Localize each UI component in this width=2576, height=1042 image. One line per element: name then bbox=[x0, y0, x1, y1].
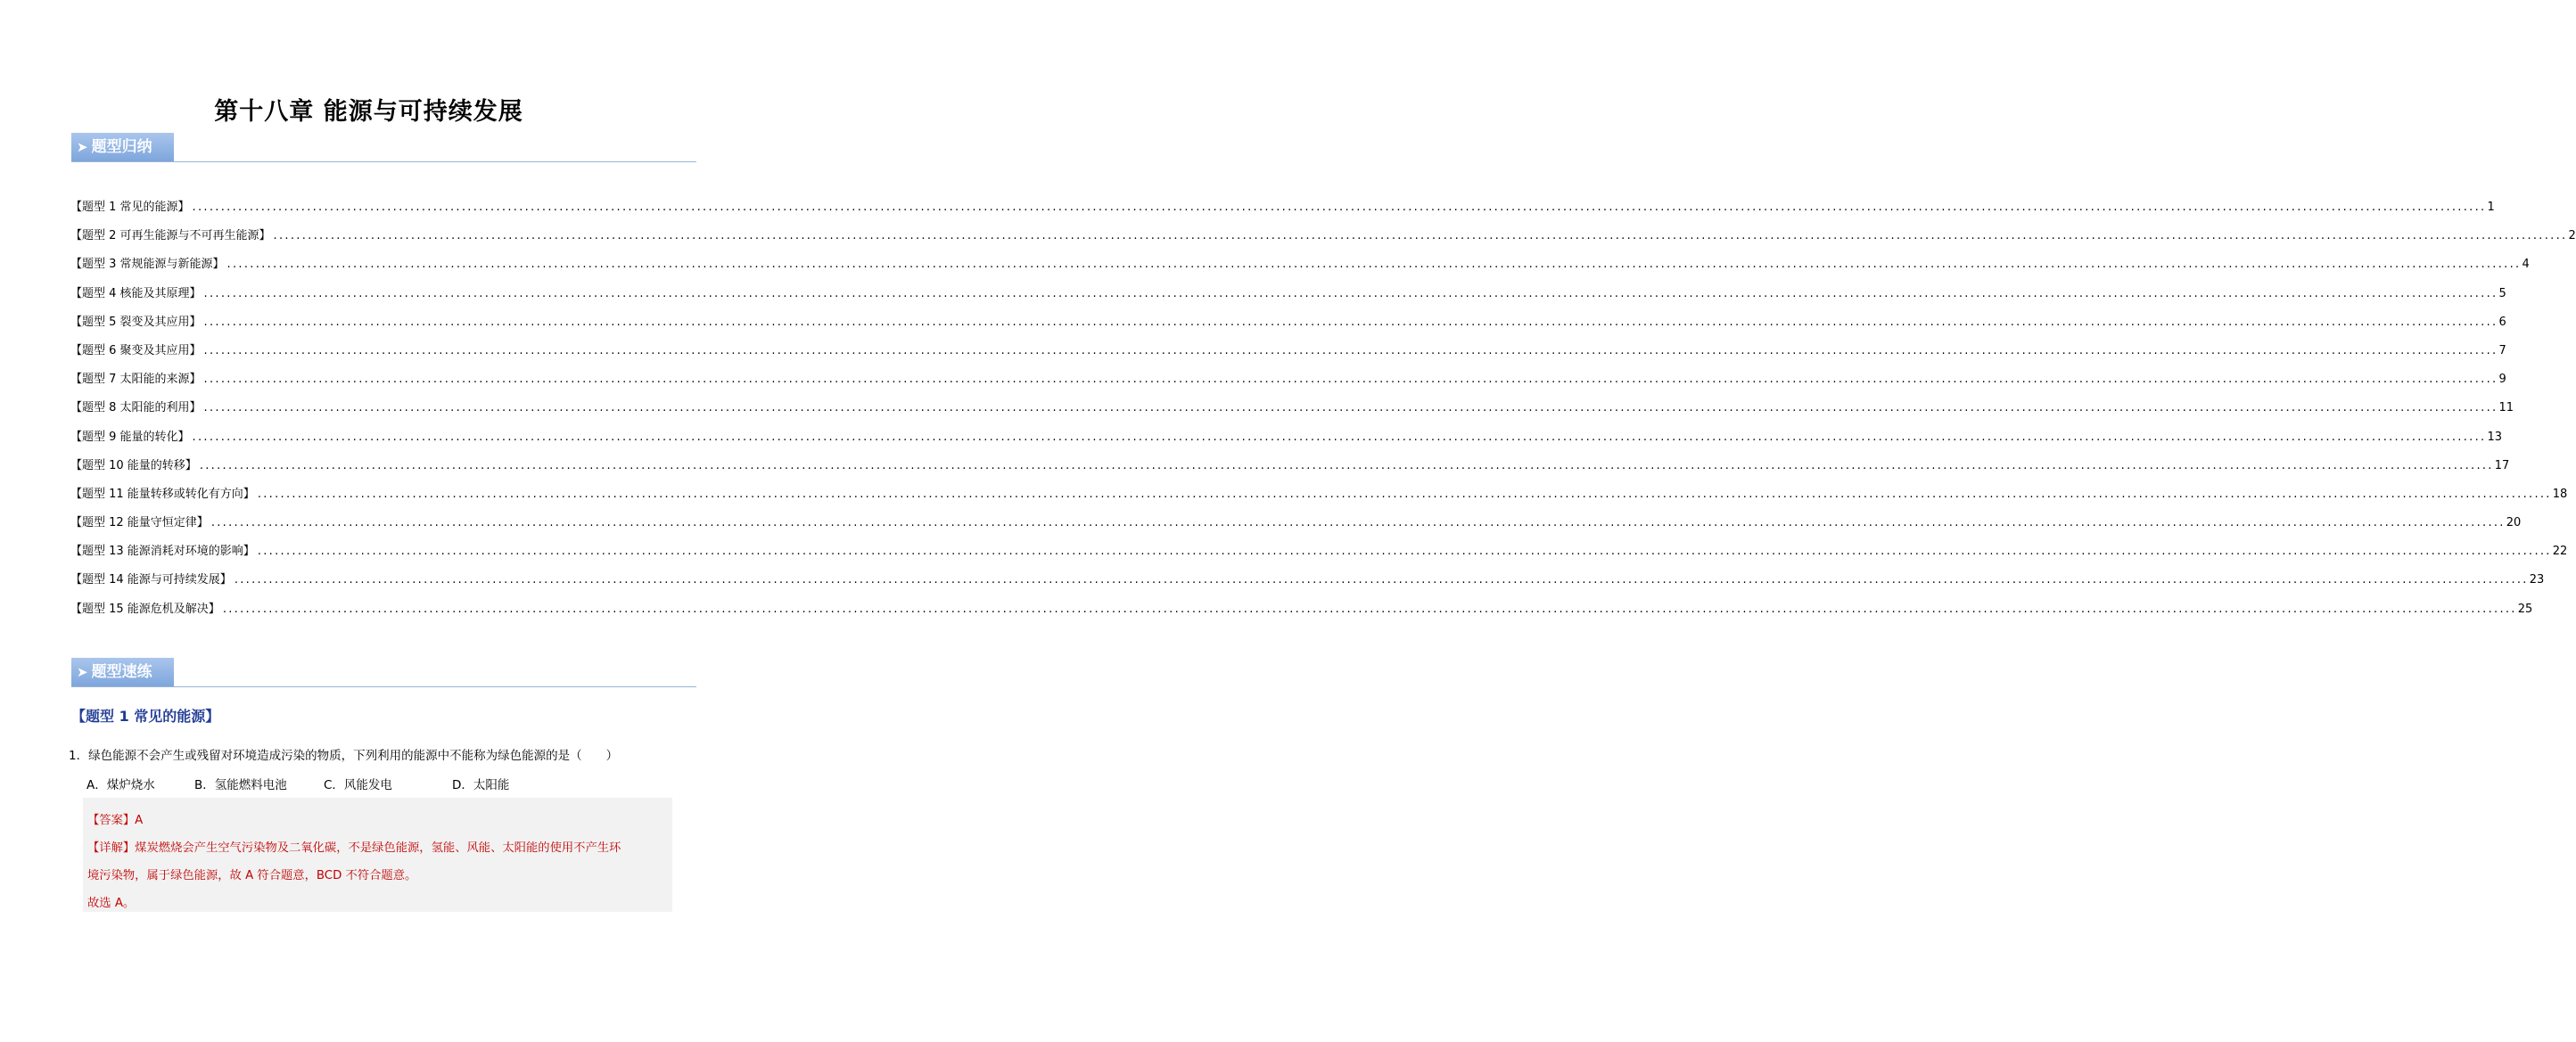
toc-item-page: 4 bbox=[2522, 258, 2530, 272]
toc-item-label: 【题型 15 能源危机及解决】 bbox=[70, 602, 220, 616]
answer-line: 【答案】A bbox=[87, 814, 144, 827]
dot-leader: ................................................................................................................................................................................................................................................................................................................................................................................................................ bbox=[192, 430, 2487, 444]
table-of-contents bbox=[70, 197, 2576, 628]
detail-line: 【详解】煤炭燃烧会产生空气污染物及二氧化碳，不是绿色能源，氢能、风能、太阳能的使用不产生环 bbox=[87, 841, 621, 855]
dot-leader: ................................................................................................................................................................................................................................................................................................................................................................................................................ bbox=[203, 286, 2498, 300]
toc-item-label: 【题型 4 核能及其原理】 bbox=[70, 286, 202, 300]
toc-item[interactable] bbox=[70, 226, 2576, 254]
toc-item-page: 5 bbox=[2498, 286, 2506, 300]
toc-item[interactable] bbox=[70, 312, 2506, 340]
toc-item-page: 25 bbox=[2517, 602, 2533, 616]
conclusion-line: 故选 A。 bbox=[87, 897, 136, 910]
page-title: 第十八章 能源与可持续发展 bbox=[214, 98, 523, 126]
toc-item-label: 【题型 7 太阳能的来源】 bbox=[70, 373, 202, 387]
dot-leader: ................................................................................................................................................................................................................................................................................................................................................................................................................ bbox=[192, 201, 2487, 214]
dot-leader: ................................................................................................................................................................................................................................................................................................................................................................................................................ bbox=[199, 458, 2494, 472]
dot-leader: ................................................................................................................................................................................................................................................................................................................................................................................................................ bbox=[210, 516, 2506, 530]
toc-item[interactable] bbox=[70, 427, 2503, 455]
option-c: C．风能发电 bbox=[324, 778, 392, 792]
question-type-heading: 【题型 1 常见的能源】 bbox=[71, 708, 220, 725]
toc-item-page: 22 bbox=[2552, 545, 2568, 559]
section-header-practice bbox=[71, 658, 696, 687]
section-tab-label: 题型归纳 bbox=[91, 138, 152, 156]
toc-item-page: 20 bbox=[2506, 516, 2522, 530]
toc-item-label: 【题型 11 能量转移或转化有方向】 bbox=[70, 487, 255, 501]
dot-leader: ................................................................................................................................................................................................................................................................................................................................................................................................................ bbox=[226, 258, 2522, 272]
toc-item-label: 【题型 10 能量的转移】 bbox=[70, 458, 197, 472]
toc-item-label: 【题型 5 裂变及其应用】 bbox=[70, 315, 202, 329]
section-tab-practice bbox=[71, 658, 174, 686]
section-tab-summary bbox=[71, 133, 174, 161]
toc-item[interactable] bbox=[70, 369, 2506, 398]
toc-item[interactable] bbox=[70, 340, 2506, 369]
dot-leader: ................................................................................................................................................................................................................................................................................................................................................................................................................ bbox=[234, 573, 2529, 587]
option-a: A．煤炉烧水 bbox=[86, 778, 155, 792]
toc-item[interactable] bbox=[70, 254, 2530, 283]
toc-item[interactable] bbox=[70, 513, 2522, 541]
toc-item-label: 【题型 6 聚变及其应用】 bbox=[70, 343, 202, 357]
toc-item[interactable] bbox=[70, 197, 2495, 226]
dot-leader: ................................................................................................................................................................................................................................................................................................................................................................................................................ bbox=[222, 602, 2517, 616]
toc-item[interactable] bbox=[70, 570, 2545, 598]
toc-item-label: 【题型 13 能源消耗对环境的影响】 bbox=[70, 545, 255, 559]
toc-item-page: 9 bbox=[2498, 373, 2506, 387]
dot-leader: ................................................................................................................................................................................................................................................................................................................................................................................................................ bbox=[257, 545, 2552, 559]
arrow-right-icon: ➤ bbox=[77, 664, 88, 680]
toc-item-page: 11 bbox=[2498, 401, 2514, 415]
toc-item[interactable] bbox=[70, 455, 2510, 484]
question-text: 1．绿色能源不会产生或残留对环境造成污染的物质，下列利用的能源中不能称为绿色能源的是（ ） bbox=[69, 749, 619, 763]
toc-item-page: 23 bbox=[2529, 573, 2545, 587]
toc-item-label: 【题型 8 太阳能的利用】 bbox=[70, 401, 202, 415]
toc-item[interactable] bbox=[70, 398, 2514, 426]
section-tab-label: 题型速练 bbox=[91, 663, 152, 681]
option-d: D．太阳能 bbox=[452, 778, 510, 792]
arrow-right-icon: ➤ bbox=[77, 139, 88, 155]
toc-item-page: 2 bbox=[2568, 229, 2576, 243]
dot-leader: ................................................................................................................................................................................................................................................................................................................................................................................................................ bbox=[203, 373, 2498, 387]
toc-item-page: 7 bbox=[2498, 343, 2506, 357]
toc-item-page: 13 bbox=[2487, 430, 2503, 444]
toc-item[interactable] bbox=[70, 484, 2568, 513]
toc-item-label: 【题型 1 常见的能源】 bbox=[70, 201, 190, 214]
dot-leader: ................................................................................................................................................................................................................................................................................................................................................................................................................ bbox=[273, 229, 2568, 243]
dot-leader: ................................................................................................................................................................................................................................................................................................................................................................................................................ bbox=[257, 487, 2552, 501]
toc-item-page: 17 bbox=[2494, 458, 2510, 472]
dot-leader: ................................................................................................................................................................................................................................................................................................................................................................................................................ bbox=[203, 343, 2498, 357]
option-b: B．氢能燃料电池 bbox=[194, 778, 287, 792]
toc-item[interactable] bbox=[70, 283, 2506, 312]
toc-item-label: 【题型 14 能源与可持续发展】 bbox=[70, 573, 232, 587]
section-header-summary bbox=[71, 133, 696, 162]
toc-item[interactable] bbox=[70, 599, 2533, 628]
answer-box bbox=[83, 798, 672, 912]
dot-leader: ................................................................................................................................................................................................................................................................................................................................................................................................................ bbox=[203, 401, 2498, 415]
dot-leader: ................................................................................................................................................................................................................................................................................................................................................................................................................ bbox=[203, 315, 2498, 329]
toc-item-label: 【题型 9 能量的转化】 bbox=[70, 430, 190, 444]
toc-item-label: 【题型 3 常规能源与新能源】 bbox=[70, 258, 225, 272]
toc-item-page: 6 bbox=[2498, 315, 2506, 329]
toc-item-page: 18 bbox=[2552, 487, 2568, 501]
detail-line: 境污染物，属于绿色能源，故 A 符合题意，BCD 不符合题意。 bbox=[87, 869, 417, 882]
toc-item-label: 【题型 2 可再生能源与不可再生能源】 bbox=[70, 229, 271, 243]
toc-item[interactable] bbox=[70, 541, 2568, 570]
toc-item-page: 1 bbox=[2487, 201, 2495, 214]
toc-item-label: 【题型 12 能量守恒定律】 bbox=[70, 516, 209, 530]
